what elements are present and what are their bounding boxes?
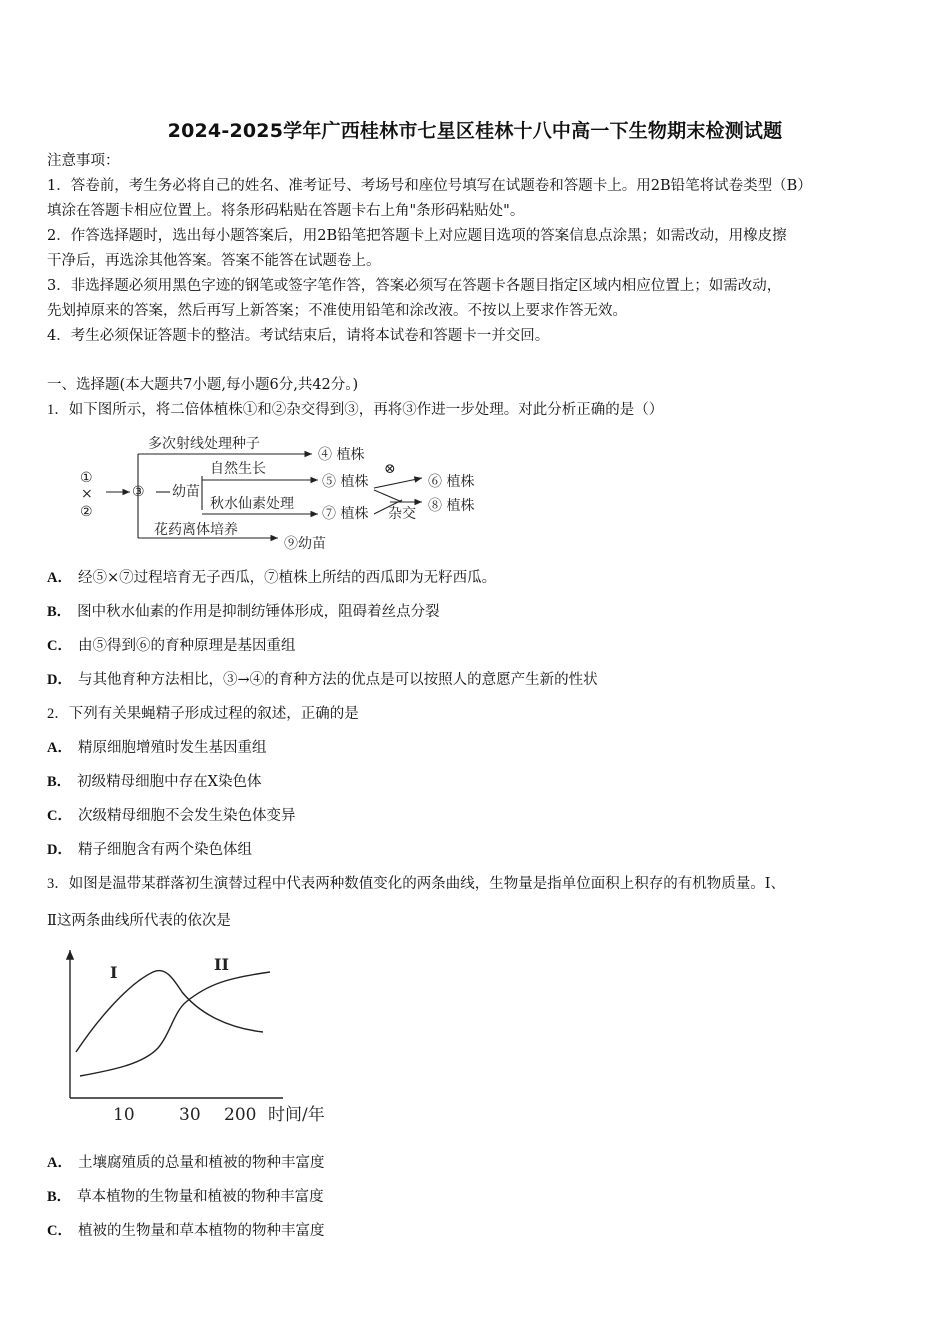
- branch-natural: 自然生长: [210, 461, 266, 477]
- parent-1: ①: [80, 470, 93, 486]
- question-text: 下列有关果蝇精子形成过程的叙述，正确的是: [68, 706, 359, 722]
- branch-radiation: 多次射线处理种子: [148, 436, 260, 452]
- question-number: 3．: [47, 876, 69, 892]
- question-number: 2．: [47, 706, 69, 722]
- q2-option-b[interactable]: [47, 773, 262, 791]
- q1-option-c[interactable]: [47, 637, 295, 655]
- curve-I: [76, 971, 263, 1052]
- option-key: A．: [47, 740, 72, 756]
- q2-option-c[interactable]: [47, 807, 295, 825]
- output-4: ④ 植株: [318, 447, 365, 463]
- option-text: 精原细胞增殖时发生基因重组: [77, 740, 267, 756]
- output-9: ⑨幼苗: [284, 536, 326, 552]
- option-key: C．: [47, 808, 72, 824]
- hybrid-label: 杂交: [388, 506, 416, 522]
- option-text: 经⑤×⑦过程培育无子西瓜，⑦植株上所结的西瓜即为无籽西瓜。: [77, 570, 497, 586]
- parent-2: ②: [80, 504, 93, 520]
- q2-option-a[interactable]: [47, 739, 266, 757]
- option-key: A．: [47, 570, 72, 586]
- q1-option-d[interactable]: [47, 671, 598, 689]
- option-text: 与其他育种方法相比，③→④的育种方法的优点是可以按照人的意愿产生新的性状: [77, 672, 598, 688]
- output-8: ⑧ 植株: [428, 498, 475, 514]
- option-key: B．: [47, 774, 72, 790]
- q3-option-a[interactable]: [47, 1154, 324, 1172]
- notice-line: 1．答卷前，考生务必将自己的姓名、准考证号、考场号和座位号填写在试题卷和答题卡上。用2B铅笔将试卷类型（B）: [47, 178, 812, 194]
- x-tick-10: 10: [113, 1105, 135, 1125]
- option-key: A．: [47, 1155, 72, 1171]
- output-7: ⑦ 植株: [322, 506, 369, 522]
- curve-II: [80, 972, 270, 1076]
- branch-anther: 花药离体培养: [154, 522, 238, 538]
- option-text: 次级精母细胞不会发生染色体变异: [77, 808, 296, 824]
- question-number: 1．: [47, 402, 69, 418]
- branch-colchicine: 秋水仙素处理: [210, 496, 294, 512]
- notice-line: 干净后，再选涂其他答案。答案不能答在试题卷上。: [47, 253, 381, 269]
- selfing-symbol: ⊗: [384, 461, 396, 477]
- section-heading: 一、选择题(本大题共7小题,每小题6分,共42分。): [47, 377, 359, 393]
- q3-option-b[interactable]: [47, 1188, 324, 1206]
- option-key: C．: [47, 1223, 72, 1239]
- notice-line: 填涂在答题卡相应位置上。将条形码粘贴在答题卡右上角"条形码粘贴处"。: [47, 203, 525, 219]
- cross-symbol: ×: [81, 486, 93, 502]
- question-3-stem: [47, 875, 785, 893]
- notice-line: 2．作答选择题时，选出每小题答案后，用2B铅笔把答题卡上对应题目选项的答案信息点涂黑；如需改动，用橡皮擦: [47, 228, 787, 244]
- option-text: 由⑤得到⑥的育种原理是基因重组: [77, 638, 296, 654]
- notice-line: 先划掉原来的答案，然后再写上新答案；不准使用铅笔和涂改液。不按以上要求作答无效。: [47, 303, 627, 319]
- option-key: D．: [47, 672, 72, 688]
- output-6: ⑥ 植株: [428, 474, 475, 490]
- question-3-stem-cont: Ⅱ这两条曲线所代表的依次是: [47, 913, 231, 929]
- q1-option-a[interactable]: [47, 569, 496, 587]
- option-text: 土壤腐殖质的总量和植被的物种丰富度: [77, 1155, 325, 1171]
- q1-option-b[interactable]: [47, 603, 440, 621]
- curve-II-label: II: [214, 955, 229, 974]
- option-key: B．: [47, 1189, 72, 1205]
- output-5: ⑤ 植株: [322, 474, 369, 490]
- option-text: 初级精母细胞中存在X染色体: [77, 774, 262, 790]
- q3-option-c[interactable]: [47, 1222, 324, 1240]
- option-text: 图中秋水仙素的作用是抑制纺锤体形成，阻碍着丝点分裂: [77, 604, 440, 620]
- question-1-stem: [47, 401, 663, 419]
- question-text: 如图是温带某群落初生演替过程中代表两种数值变化的两条曲线，生物量是指单位面积上积存的有机物质量。Ⅰ、: [68, 876, 785, 892]
- x-tick-200: 200: [224, 1105, 257, 1125]
- seedling-label: 幼苗: [172, 484, 200, 500]
- question-text: 如下图所示，将二倍体植株①和②杂交得到③，再将③作进一步处理。对此分析正确的是（）: [68, 402, 664, 418]
- question-2-stem: [47, 705, 359, 723]
- notice-heading: 注意事项：: [47, 153, 120, 169]
- option-key: B．: [47, 604, 72, 620]
- f1-hybrid: ③: [132, 484, 145, 500]
- breeding-diagram: [72, 430, 502, 556]
- option-text: 植被的生物量和草本植物的物种丰富度: [77, 1223, 325, 1239]
- curve-I-label: I: [110, 963, 118, 982]
- q2-option-d[interactable]: [47, 841, 252, 859]
- option-key: D．: [47, 842, 72, 858]
- x-axis-label: 时间/年: [268, 1105, 325, 1125]
- option-text: 草本植物的生物量和植被的物种丰富度: [77, 1189, 324, 1205]
- x-tick-30: 30: [179, 1105, 201, 1125]
- notice-line: 3．非选择题必须用黑色字迹的钢笔或签字笔作答，答案必须写在答题卡各题目指定区域内相应位置上；如需改动，: [47, 278, 782, 294]
- option-text: 精子细胞含有两个染色体组: [77, 842, 252, 858]
- option-key: C．: [47, 638, 72, 654]
- page-title: 2024-2025学年广西桂林市七星区桂林十八中高一下生物期末检测试题: [167, 120, 783, 142]
- notice-line: 4．考生必须保证答题卡的整洁。考试结束后，请将本试卷和答题卡一并交回。: [47, 328, 550, 344]
- succession-chart: [58, 944, 348, 1129]
